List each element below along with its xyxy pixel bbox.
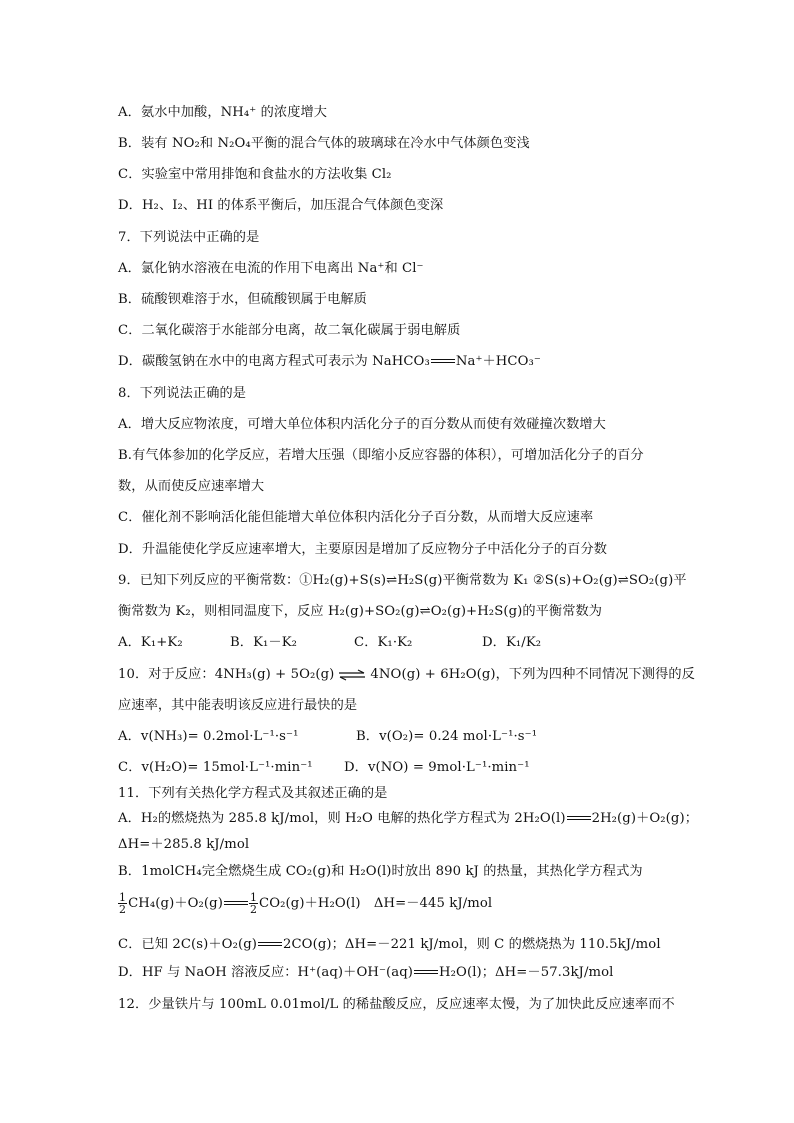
option-11b-eq: $\frac{1}{2}$ CH₄(g)＋O₂(g) $\frac{1}{2}$ CO₂(g)＋H₂O(l) ΔH=－445 kJ/mol bbox=[119, 891, 493, 916]
question-8: 8．下列说法正确的是 bbox=[118, 386, 247, 401]
option-11c: C．已知 2C(s)＋O₂(g) 2CO(g)；ΔH=－221 kJ/mol，则 C 的燃烧热为 110.5kJ/mol bbox=[118, 937, 661, 952]
question-9: 9．已知下列反应的平衡常数：①H₂(g)+S(s)⇌H₂S(g)平衡常数为 K₁ ②S(s)+O₂(g)⇌SO₂(g)平 bbox=[118, 573, 687, 588]
option-10c: C．v(H₂O)= 15mol·L⁻¹·min⁻¹ bbox=[118, 760, 313, 775]
option-10a: A．v(NH₃)= 0.2mol·L⁻¹·s⁻¹ bbox=[118, 729, 299, 744]
options-10cd bbox=[118, 759, 530, 777]
option-9c: C．K₁·K₂ bbox=[354, 635, 413, 650]
question-10: 10．对于反应：4NH₃(g) + 5O₂(g) 4NO(g) + 6H₂O(g)，下列为四种不同情况下测得的反 bbox=[118, 667, 695, 682]
option-11a: A．H₂的燃烧热为 285.8 kJ/mol，则 H₂O 电解的热化学方程式为 2H₂O(l) 2H₂(g)＋O₂(g)； bbox=[118, 811, 698, 826]
option-8d: D．升温能使化学反应速率增大，主要原因是增加了反应物分子中活化分子的百分数 bbox=[118, 542, 608, 557]
option-11b: B．1molCH₄完全燃烧生成 CO₂(g)和 H₂O(l)时放出 890 kJ 的热量，其热化学方程式为 bbox=[118, 864, 643, 879]
options-9 bbox=[118, 634, 541, 652]
option-9a: A．K₁+K₂ bbox=[118, 635, 183, 650]
option-11d: D．HF 与 NaOH 溶液反应：H⁺(aq)＋OH⁻(aq) H₂O(l)；ΔH=－57.3kJ/mol bbox=[118, 965, 614, 980]
equals-arrow bbox=[257, 940, 283, 950]
fraction: $\frac{1}{2}$ bbox=[119, 891, 127, 916]
question-7: 7．下列说法中正确的是 bbox=[118, 230, 260, 245]
reversible-arrow-icon bbox=[338, 669, 366, 681]
option-8b-cont: 数，从而使反应速率增大 bbox=[118, 479, 265, 494]
question-12: 12．少量铁片与 100mL 0.01mol/L 的稀盐酸反应，反应速率太慢，为了加快此反应速率而不 bbox=[118, 997, 675, 1012]
equals-arrow bbox=[413, 968, 439, 978]
option-7b: B．硫酸钡难溶于水，但硫酸钡属于电解质 bbox=[118, 292, 367, 307]
option-10d: D．v(NO) = 9mol·L⁻¹·min⁻¹ bbox=[344, 760, 530, 775]
option-6d: D．H₂、I₂、HI 的体系平衡后，加压混合气体颜色变深 bbox=[118, 198, 444, 213]
option-6a: A．氨水中加酸，NH₄⁺ 的浓度增大 bbox=[118, 105, 328, 120]
option-10b: B．v(O₂)= 0.24 mol·L⁻¹·s⁻¹ bbox=[356, 729, 538, 744]
fraction: $\frac{1}{2}$ bbox=[249, 891, 258, 916]
option-7c: C．二氧化碳溶于水能部分电离，故二氧化碳属于弱电解质 bbox=[118, 323, 461, 338]
option-7a: A．氯化钠水溶液在电流的作用下电离出 Na⁺和 Cl⁻ bbox=[118, 261, 424, 276]
option-9d: D．K₁/K₂ bbox=[482, 635, 542, 650]
options-10ab bbox=[118, 728, 537, 746]
equals-arrow bbox=[566, 814, 592, 824]
equals-arrow bbox=[430, 357, 456, 367]
option-8b: B.有气体参加的化学反应，若增大压强（即缩小反应容器的体积），可增加活化分子的百分 bbox=[118, 448, 644, 463]
option-6b: B．装有 NO₂和 N₂O₄平衡的混合气体的玻璃球在冷水中气体颜色变浅 bbox=[118, 136, 530, 151]
option-8c: C．催化剂不影响活化能但能增大单位体积内活化分子百分数，从而增大反应速率 bbox=[118, 510, 594, 525]
question-10-cont: 应速率，其中能表明该反应进行最快的是 bbox=[118, 698, 358, 713]
option-6c: C．实验室中常用排饱和食盐水的方法收集 Cl₂ bbox=[118, 167, 392, 182]
equals-arrow bbox=[223, 899, 249, 909]
option-9b: B．K₁－K₂ bbox=[230, 635, 298, 650]
option-11a-dh: ΔH=＋285.8 kJ/mol bbox=[118, 837, 250, 852]
question-9-cont: 衡常数为 K₂，则相同温度下，反应 H₂(g)+SO₂(g)⇌O₂(g)+H₂S(g)的平衡常数为 bbox=[118, 604, 603, 619]
option-8a: A．增大反应物浓度，可增大单位体积内活化分子的百分数从而使有效碰撞次数增大 bbox=[118, 417, 606, 432]
option-7d: D．碳酸氢钠在水中的电离方程式可表示为 NaHCO₃ Na⁺＋HCO₃⁻ bbox=[118, 354, 541, 369]
question-11: 11．下列有关热化学方程式及其叙述正确的是 bbox=[118, 786, 388, 801]
